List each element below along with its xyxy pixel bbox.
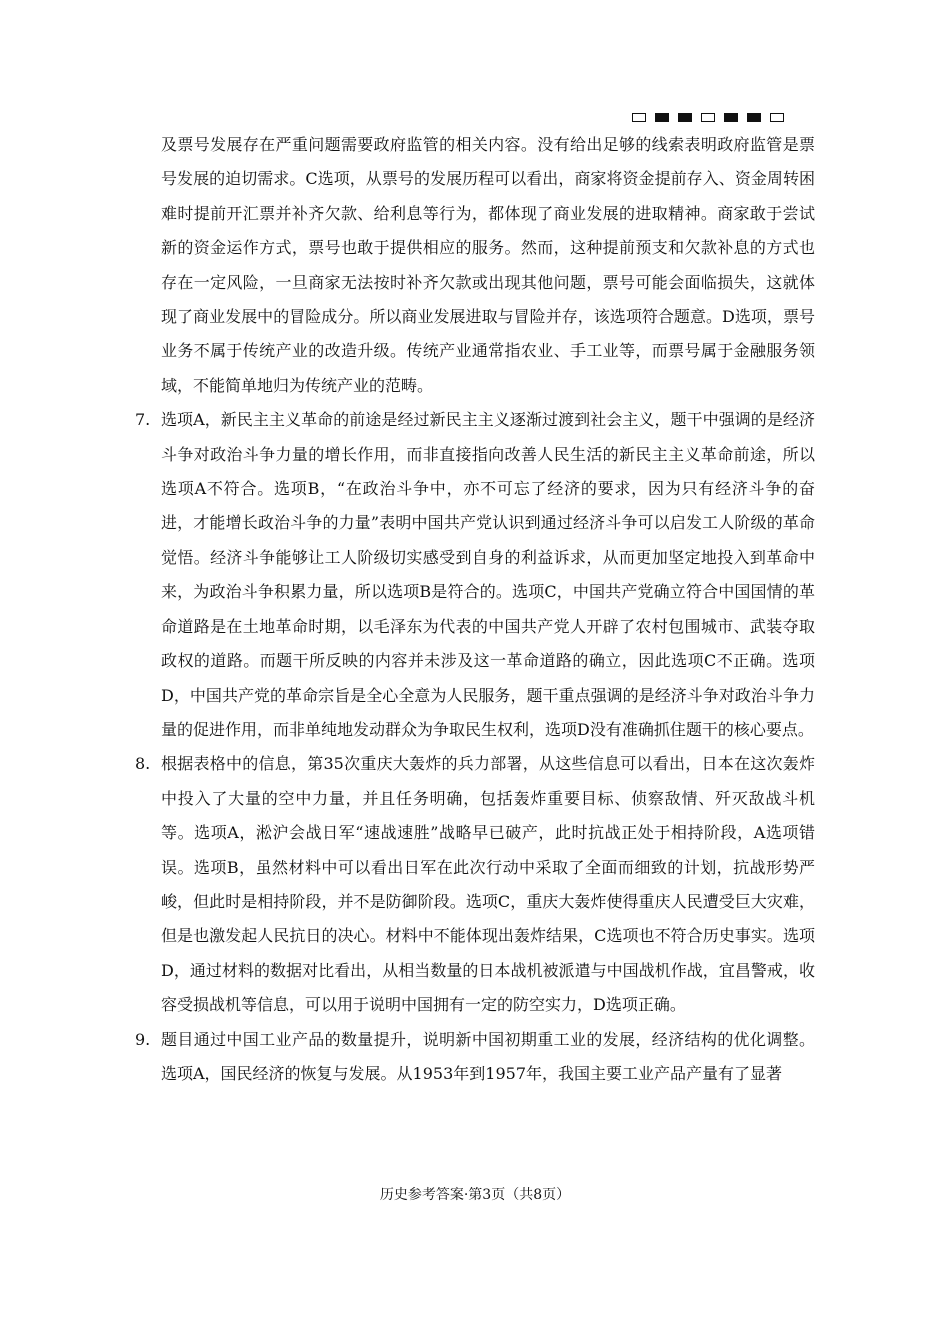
header-mark-empty (701, 113, 715, 122)
answer-paragraph-7 (135, 403, 815, 747)
answer-paragraph-6-continued (135, 128, 815, 403)
paragraph-text: 及票号发展存在严重问题需要政府监管的相关内容。没有给出足够的线索表明政府监管是票号发展的迫切需求。C选项，从票号的发展历程可以看出，商家将资金提前存入、资金周转困难时提前开汇票并补齐欠款、给利息等行为，都体现了商业发展的进取精神。商家敢于尝试新的资金运作方式，票号也敢于提供相应的服务。然而，这种提前预支和欠款补息的方式也存在一定风险，一旦商家无法按时补齐欠款或出现其他问题，票号可能会面临损失，这就体现了商业发展中的冒险成分。所以商业发展进取与冒险并存，该选项符合题意。D选项，票号业务不属于传统产业的改造升级。传统产业通常指农业、手工业等，而票号属于金融服务领域，不能简单地归为传统产业的范畴。 (161, 135, 815, 395)
header-marks (632, 113, 784, 122)
header-mark-empty (632, 113, 646, 122)
paragraph-text: 根据表格中的信息，第35次重庆大轰炸的兵力部署，从这些信息可以看出，日本在这次轰炸中投入了大量的空中力量，并且任务明确，包括轰炸重要目标、侦察敌情、歼灭敌战斗机等。选项A，淞沪会战日军“速战速胜”战略早已破产，此时抗战正处于相持阶段，A选项错误。选项B，虽然材料中可以看出日军在此次行动中采取了全面而细致的计划，抗战形势严峻，但此时是相持阶段，并不是防御阶段。选项C，重庆大轰炸使得重庆人民遭受巨大灾难，但是也激发起人民抗日的决心。材料中不能体现出轰炸结果，C选项也不符合历史事实。选项D，通过材料的数据对比看出，从相当数量的日本战机被派遣与中国战机作战，宜昌警戒，收容受损战机等信息，可以用于说明中国拥有一定的防空实力，D选项正确。 (161, 754, 815, 1015)
paragraph-text: 选项A，新民主主义革命的前途是经过新民主主义逐渐过渡到社会主义，题干中强调的是经济斗争对政治斗争力量的增长作用，而非直接指向改善人民生活的新民主主义革命前途，所以选项A不符合。选项B，“在政治斗争中，亦不可忘了经济的要求，因为只有经济斗争的奋进，才能增长政治斗争的力量”表明中国共产党认识到通过经济斗争可以启发工人阶级的革命觉悟。经济斗争能够让工人阶级切实感受到自身的利益诉求，从而更加坚定地投入到革命中来，为政治斗争积累力量，所以选项B是符合的。选项C，中国共产党确立符合中国国情的革命道路是在土地革命时期，以毛泽东为代表的中国共产党人开辟了农村包围城市、武装夺取政权的道路。而题干所反映的内容并未涉及这一革命道路的确立，因此选项C不正确。选项D，中国共产党的革命宗旨是全心全意为人民服务，题干重点强调的是经济斗争对政治斗争力量的促进作用，而非单纯地发动群众为争取民生权利，选项D没有准确抓住题干的核心要点。 (161, 410, 815, 739)
question-number: 7. (135, 410, 151, 430)
question-number: 8. (135, 754, 151, 774)
answer-paragraph-9 (135, 1023, 815, 1092)
header-mark-filled (678, 113, 692, 122)
header-mark-filled (724, 113, 738, 122)
paragraph-text: 题目通过中国工业产品的数量提升，说明新中国初期重工业的发展，经济结构的优化调整。选项A，国民经济的恢复与发展。从1953年到1957年，我国主要工业产品产量有了显著 (161, 1029, 815, 1083)
answer-paragraph-8 (135, 747, 815, 1022)
header-mark-filled (655, 113, 669, 122)
header-mark-empty (770, 113, 784, 122)
header-mark-filled (747, 113, 761, 122)
answer-content (135, 128, 815, 1091)
question-number: 9. (135, 1029, 151, 1049)
page-footer: 历史参考答案·第3页（共8页） (379, 1187, 571, 1203)
